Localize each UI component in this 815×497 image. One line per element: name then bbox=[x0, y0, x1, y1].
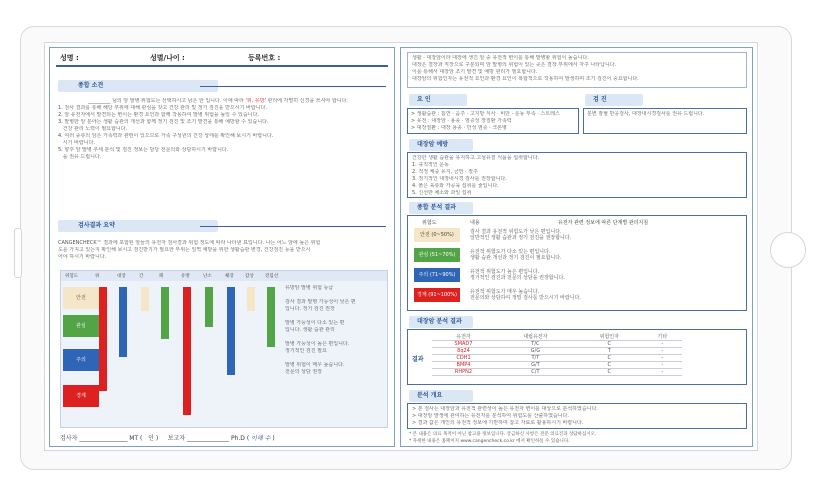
mt-seal: 인 bbox=[148, 435, 154, 442]
chart-grade-safe: 안전 bbox=[63, 287, 99, 309]
table-cell: C bbox=[576, 341, 643, 348]
bar-lung bbox=[161, 287, 169, 339]
overall-rule bbox=[200, 86, 386, 87]
table-cell: - bbox=[643, 369, 682, 376]
snp-col-allele: 대립유전자 bbox=[495, 333, 576, 341]
home-button[interactable] bbox=[770, 232, 806, 268]
snp-col-gene: 유전자 bbox=[432, 333, 495, 341]
chart-column-header: 위 bbox=[95, 274, 100, 279]
snp-table bbox=[432, 333, 682, 376]
chart-column-header: 유방 bbox=[181, 274, 190, 279]
table-cell: - bbox=[643, 341, 682, 348]
grade-description: 검사 결과 유전적 위험도가 낮은 편입니다. 일반적인 생활 습관과 정기 검진을 권장합니다. bbox=[470, 229, 572, 241]
header-rule bbox=[56, 65, 388, 67]
table-cell: BMP4 bbox=[432, 362, 495, 369]
table-cell: C bbox=[576, 362, 643, 369]
chart-column-header: 췌장 bbox=[225, 274, 234, 279]
chart-column-header: 갑상 bbox=[245, 274, 254, 279]
table-cell: - bbox=[643, 348, 682, 355]
snp-box bbox=[407, 329, 747, 385]
overall-text: _________ 님의 암 발병 위험도는 선택하시고 남은 한 입니다. 이에 따라 '위, 유방' 관리에 각별히 신경을 쓰셔야 합니다. 1. 검사 결과를 통해 해당 부위에 대해 관심을 갖고 건강 관리 및 정기 검진을 받으시기 바랍니다. 2. 암 유전자에서 발견되는 변이는 환경 요인과 함께 작용하여 발병 위험을 높일 수 있습니다. 3. 발병한 암 분야는 생활 습관의 개선과 함께 정기 검진 및 조기 발견을 통해 예방할 수 있습니다. 건강 관리 노력이 필요합니다. 4. 여러 종류의 암은 가족력과 관련이 있으므로 가족 구성원의 건강 상태를 확인해 보시기 바랍니다. 시기 바랍니다. 5. 향후 암 발병 추세 분석 및 검진 정보는 담당 전문의와 상담하시기 바랍니다. 을 권유 드립니다. bbox=[58, 98, 348, 160]
table-cell: T/T bbox=[495, 355, 576, 362]
table-cell: T bbox=[576, 348, 643, 355]
overall-highlight: '위, 유방' bbox=[245, 98, 266, 104]
bar-prostate bbox=[267, 287, 275, 347]
table-cell: G/G bbox=[495, 348, 576, 355]
table-row bbox=[432, 362, 682, 369]
notes-title: 분석 개요 bbox=[409, 390, 473, 402]
grade-col2: 내용 bbox=[470, 220, 480, 226]
bar-breast bbox=[183, 287, 191, 415]
chart-column-header: 전립선 bbox=[265, 274, 279, 279]
examiner-label: 검사자 bbox=[60, 435, 78, 442]
cause-title: 요 인 bbox=[409, 94, 467, 106]
phd-label: Ph.D ( bbox=[230, 435, 250, 442]
table-row bbox=[432, 355, 682, 362]
bar-stomach bbox=[99, 287, 107, 391]
grade-box bbox=[407, 215, 747, 311]
snp-col-etc: 기타 bbox=[643, 333, 682, 341]
chart-column-header: 간 bbox=[139, 274, 144, 279]
bar-pancreas bbox=[227, 287, 235, 375]
table-cell: C bbox=[576, 355, 643, 362]
signature-script: 이해 수 bbox=[251, 435, 271, 442]
grade-description: 유전적 위험도가 매우 높습니다. 전문의와 상담하여 정밀 검사를 받으시기 바랍니다. bbox=[470, 289, 581, 301]
table-row bbox=[432, 341, 682, 348]
chart-grade-caution: 주의 bbox=[63, 349, 99, 371]
cause-box: > 생활습관 : 흡연 · 음주 · 고지방 식사 · 비만 · 운동 부족 · 스트레스 > 유전 : 대장암 · 용종 · 염증성 장질환 가족력 > 대장질환 : 대장 용종 · 만성 염증 · 크론병 bbox=[407, 108, 579, 134]
table-cell: CDH1 bbox=[432, 355, 495, 362]
signature-row: 검사자 ________________ MT ( 인 ) 보고자 ______________ Ph.D ( 이해 수 ) bbox=[60, 435, 275, 442]
bar-ovary bbox=[205, 287, 213, 327]
prevent-box: 건강한 생활 습관을 유지하고 고섬유질 식품을 섭취합니다. 1. 규칙적인 운동 2. 적정 체중 유지, 금연 · 절주 3. 정기적인 대장내시경 검사를 권장합니다. 4. 붉은 육류와 가공육 섭취를 줄입니다. 5. 신선한 채소와 과일 섭취 bbox=[407, 152, 747, 198]
grade-col3: 유전자 관련 정보에 따른 단계별 관리지침 bbox=[558, 220, 649, 226]
table-cell: C bbox=[576, 369, 643, 376]
results-intro: CANGENCHECK™ 결과에 포함된 암들의 유전자 검사결과 위험 정도에 따라 나타낸 표입니다. 나는 어느 암에 높은 위험 도를 가지고 있는지 확인해 보시고 검진받기가 필요한 부위는 일찍 예방을 위한 생활습관 변경, 건강검진 등을 받으시 어야 하시기 바랍니다. bbox=[58, 240, 321, 260]
chart-column-header: 위험도 bbox=[65, 274, 79, 279]
risk-chart bbox=[60, 270, 388, 428]
report-page-left bbox=[49, 47, 395, 447]
chart-column-header: 난소 bbox=[203, 274, 212, 279]
table-cell: T/C bbox=[495, 341, 576, 348]
bar-liver bbox=[141, 287, 149, 311]
chart-descriptions: 유방암 발병 위험 등급 검사 결과 발병 가능성이 낮은 편 입니다. 정기 검진 권장 발병 가능성이 다소 있는 편 입니다. 생활 습관 관리 발병 가능성이 높은 편입니다. 정기적인 검진 필요 발병 위험이 매우 높습니다. 전문의 상담 권장 bbox=[285, 285, 356, 375]
notes-box: > 본 검사는 대장암과 유전적 관련성이 높은 유전자 변이를 대상으로 분석하였습니다. > 대장암 발생에 관여하는 유전자를 분석하여 위험도를 산출하였습니다. > 결과 값은 개인의 유전적 정보에 기반하며 참고 자료로 활용하시기 바랍니다. bbox=[407, 403, 747, 429]
table-row bbox=[432, 369, 682, 376]
grade-description: 유전적 위험도가 다소 있는 편입니다. 생활 습관 개선과 정기 검진이 필요합니다. bbox=[470, 249, 562, 261]
table-cell: - bbox=[643, 362, 682, 369]
grade-description: 유전적 위험도가 높은 편입니다. 정기적인 검진과 전문의 상담을 권장합니다. bbox=[470, 269, 565, 281]
chart-column-header: 폐 bbox=[159, 274, 164, 279]
grade-title: 종합 분석 결과 bbox=[409, 202, 473, 214]
bar-thyroid bbox=[247, 287, 255, 311]
mt-label: MT ( bbox=[129, 435, 143, 442]
overall-section-title: 종합 소견 bbox=[58, 80, 218, 92]
table-cell: - bbox=[643, 355, 682, 362]
grade-label: 관심 (51~70%) bbox=[414, 248, 460, 262]
name-label: 성명 : bbox=[60, 54, 79, 62]
grade-label: 주의 (71~90%) bbox=[414, 268, 460, 282]
grade-label: 안전 (0~50%) bbox=[414, 228, 460, 242]
colon-intro: 생활 · 대장암이라 대장에 생긴 암 중 유전적 변이를 통해 발병할 위험이 높습니다. 대장은 결장과 직장으로 구분되며 암 발병의 위험이 있는 곳은 결장 부위에서 자주 나타납니다. 이를 통해서 대장암 조기 발견 및 예방 관리가 필요합니다. 대장암의 위험인자는 유전적 요인과 환경 요인이 복합적으로 작용하여 발생하며 조기 검진이 중요합니다. bbox=[407, 52, 747, 88]
snp-header-row bbox=[432, 333, 682, 341]
grade-label: 경계 (91~100%) bbox=[414, 288, 460, 302]
snp-title: 대장암 분석 결과 bbox=[409, 316, 473, 328]
side-button[interactable] bbox=[14, 228, 22, 278]
gender-age-label: 성별/나이 : bbox=[150, 54, 185, 62]
exam-title: 검 진 bbox=[585, 94, 643, 106]
chart-grade-warning: 경계 bbox=[63, 385, 99, 407]
mt-close: ) bbox=[155, 435, 159, 442]
reporter-label: 보고자 bbox=[167, 435, 186, 442]
grade-col1: 위험도 bbox=[422, 220, 437, 226]
registration-label: 등록번호 : bbox=[248, 54, 281, 62]
table-cell: 8q24 bbox=[432, 348, 495, 355]
snp-side-label: 결과 bbox=[412, 356, 424, 363]
table-cell: G/T bbox=[495, 362, 576, 369]
chart-grade-interest: 관심 bbox=[63, 315, 99, 337]
phd-close: ) bbox=[272, 435, 275, 442]
snp-col-risk: 위험인자 bbox=[576, 333, 643, 341]
exam-box: 분변 잠혈 반응검사, 대장내시경검사를 권유 드립니다. bbox=[583, 108, 747, 134]
report-page-right bbox=[400, 47, 753, 447]
chart-column-header: 대장 bbox=[117, 274, 126, 279]
snp-body bbox=[432, 341, 682, 376]
bar-colon bbox=[119, 287, 127, 357]
table-row bbox=[432, 348, 682, 355]
results-section-title: 검사결과 요약 bbox=[58, 220, 218, 232]
table-cell: SMAD7 bbox=[432, 341, 495, 348]
table-cell: RHPN2 bbox=[432, 369, 495, 376]
report-screen bbox=[44, 42, 758, 451]
chart-header-row bbox=[61, 271, 387, 281]
footer-notes: * 본 내용은 의료 목적이 아닌 참고용 정보입니다. 궁금하신 사항은 전문 의료진과 상담하십시오. * 자세한 내용은 홈페이지 www.cangencheck.co.kr 에서 확인하실 수 있습니다. bbox=[409, 432, 597, 444]
prevent-title: 대장암 예방 bbox=[409, 139, 473, 151]
results-rule bbox=[200, 226, 386, 227]
table-cell: C/T bbox=[495, 369, 576, 376]
